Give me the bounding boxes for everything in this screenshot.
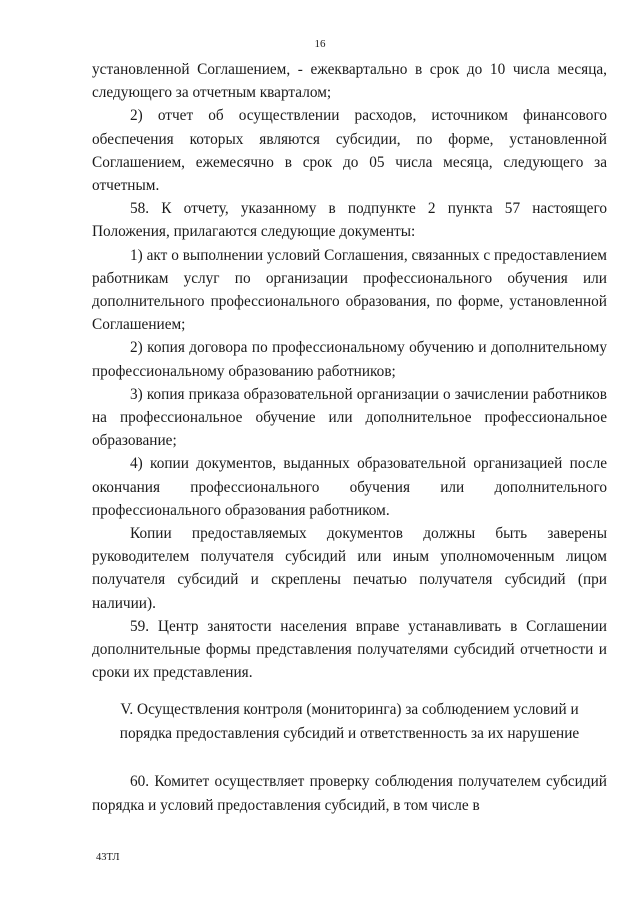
section-heading-line-1: V. Осуществления контроля (мониторинга) за соблюдением условий и: [120, 701, 579, 719]
document-body: [92, 58, 607, 817]
page-number: 16: [314, 38, 326, 50]
paragraph-item-2: 2) отчет об осуществлении расходов, источником финансового обеспечения которых являются субсидии, по форме, установленной Соглашением, ежемесячно в срок до 05 числа месяца, следующего за отчетным.: [92, 107, 607, 195]
paragraph-58-item-4: 4) копии документов, выданных образовательной организацией после окончания профессионального обучения или дополнительного профессионального образования работником.: [92, 455, 607, 519]
paragraph-59: 59. Центр занятости населения вправе устанавливать в Соглашении дополнительные формы представления получателями субсидий отчетности и сроки их представления.: [92, 617, 607, 682]
paragraph-60: 60. Комитет осуществляет проверку соблюдения получателем субсидий порядка и условий предоставления субсидий, в том числе в: [92, 773, 607, 814]
section-heading: [92, 698, 607, 746]
paragraph-58: 58. К отчету, указанному в подпункте 2 пункта 57 настоящего Положения, прилагаются следующие документы:: [92, 200, 607, 241]
paragraph-58-item-3: 3) копия приказа образовательной организации о зачислении работников на профессиональное обучение или дополнительное профессиональное образование;: [92, 385, 607, 450]
paragraph-58-item-1: 1) акт о выполнении условий Соглашения, связанных с предоставлением работникам услуг по организации профессионального обучения или дополнительного профессионального образования, по форме, установленной Соглашением;: [92, 246, 607, 334]
footer-code: 43ТЛ: [96, 852, 120, 863]
paragraph-58-item-2: 2) копия договора по профессиональному обучению и дополнительному профессиональному образованию работников;: [92, 339, 607, 380]
paragraph-continuation: установленной Соглашением, - ежеквартально в срок до 10 числа месяца, следующего за отчетным кварталом;: [92, 61, 607, 102]
section-heading-line-2: порядка предоставления субсидий и ответственность за их нарушение: [119, 725, 580, 743]
paragraph-copies: Копии предоставляемых документов должны быть заверены руководителем получателя субсидий или иным уполномоченным лицом получателя субсидий и скреплены печатью получателя субсидий (при наличии).: [92, 525, 607, 612]
